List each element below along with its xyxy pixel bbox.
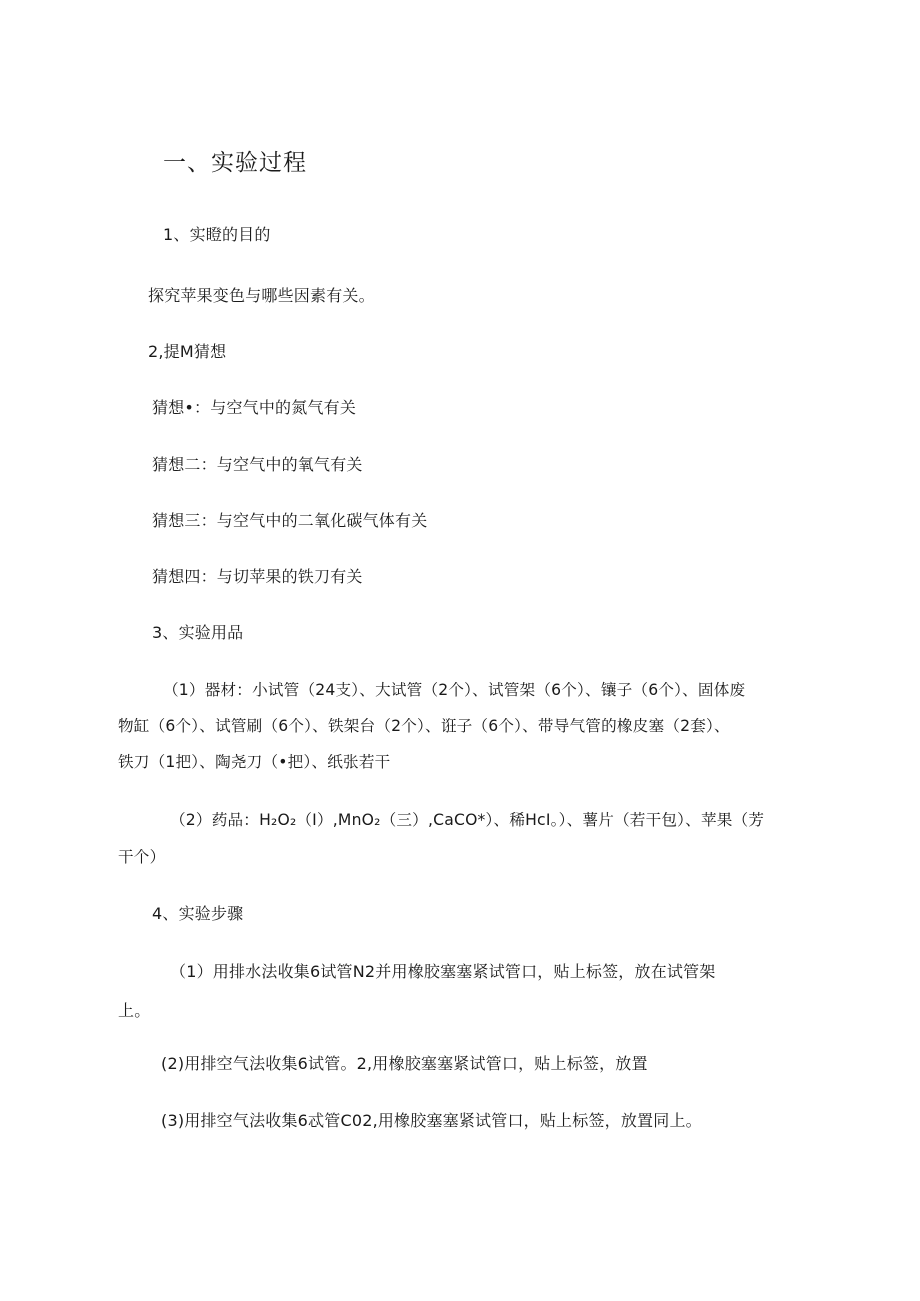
chemicals-line-1: （2）药品：H₂O₂（I）,MnO₂（三）,CaCO*）、稀HcI。）、薯片（若干包）、苹果（芳 [170, 811, 765, 829]
step-2: (2)用排空气法收集6试管。2,用橡胶塞塞紧试管口，贴上标签，放置 [161, 1054, 648, 1073]
hypothesis-2: 猜想二：与空气中的氧气有关 [152, 455, 363, 474]
section-heading-materials: 3、实验用品 [152, 623, 244, 642]
purpose-text: 探究苹果变色与哪些因素有关。 [148, 286, 375, 305]
step-3: (3)用排空气法收集6忒管C02,用橡胶塞塞紧试管口，贴上标签，放置同上。 [161, 1111, 702, 1130]
chemicals-line-2: 干个） [118, 848, 166, 866]
step-1-line-1: （1）用排水法收集6试管N2并用橡胶塞塞紧试管口，贴上标签，放在试管架 [170, 962, 716, 981]
hypothesis-4: 猜想四：与切苹果的铁刀有关 [152, 567, 363, 586]
step-1-line-2: 上。 [118, 1001, 151, 1020]
equipment-line-2: 物缸（6个）、试管刷（6个）、铁架台（2个）、诳子（6个）、带导气管的橡皮塞（2套）、 [118, 717, 730, 735]
section-heading-hypotheses: 2,提M猜想 [148, 342, 227, 361]
hypothesis-1: 猜想•：与空气中的氮气有关 [152, 398, 357, 417]
equipment-line-1: （1）器材：小试管（24支）、大试管（2个）、试管架（6个）、镶子（6个）、固体废 [163, 681, 746, 699]
hypothesis-3: 猜想三：与空气中的二氧化碳气体有关 [152, 511, 428, 530]
page-title: 一、实验过程 [163, 150, 307, 176]
section-heading-steps: 4、实验步骤 [152, 904, 244, 923]
equipment-line-3: 铁刀（1把）、陶尧刀（•把）、纸张若干 [118, 753, 391, 771]
section-heading-purpose: 1、实瞪的目的 [163, 225, 271, 244]
